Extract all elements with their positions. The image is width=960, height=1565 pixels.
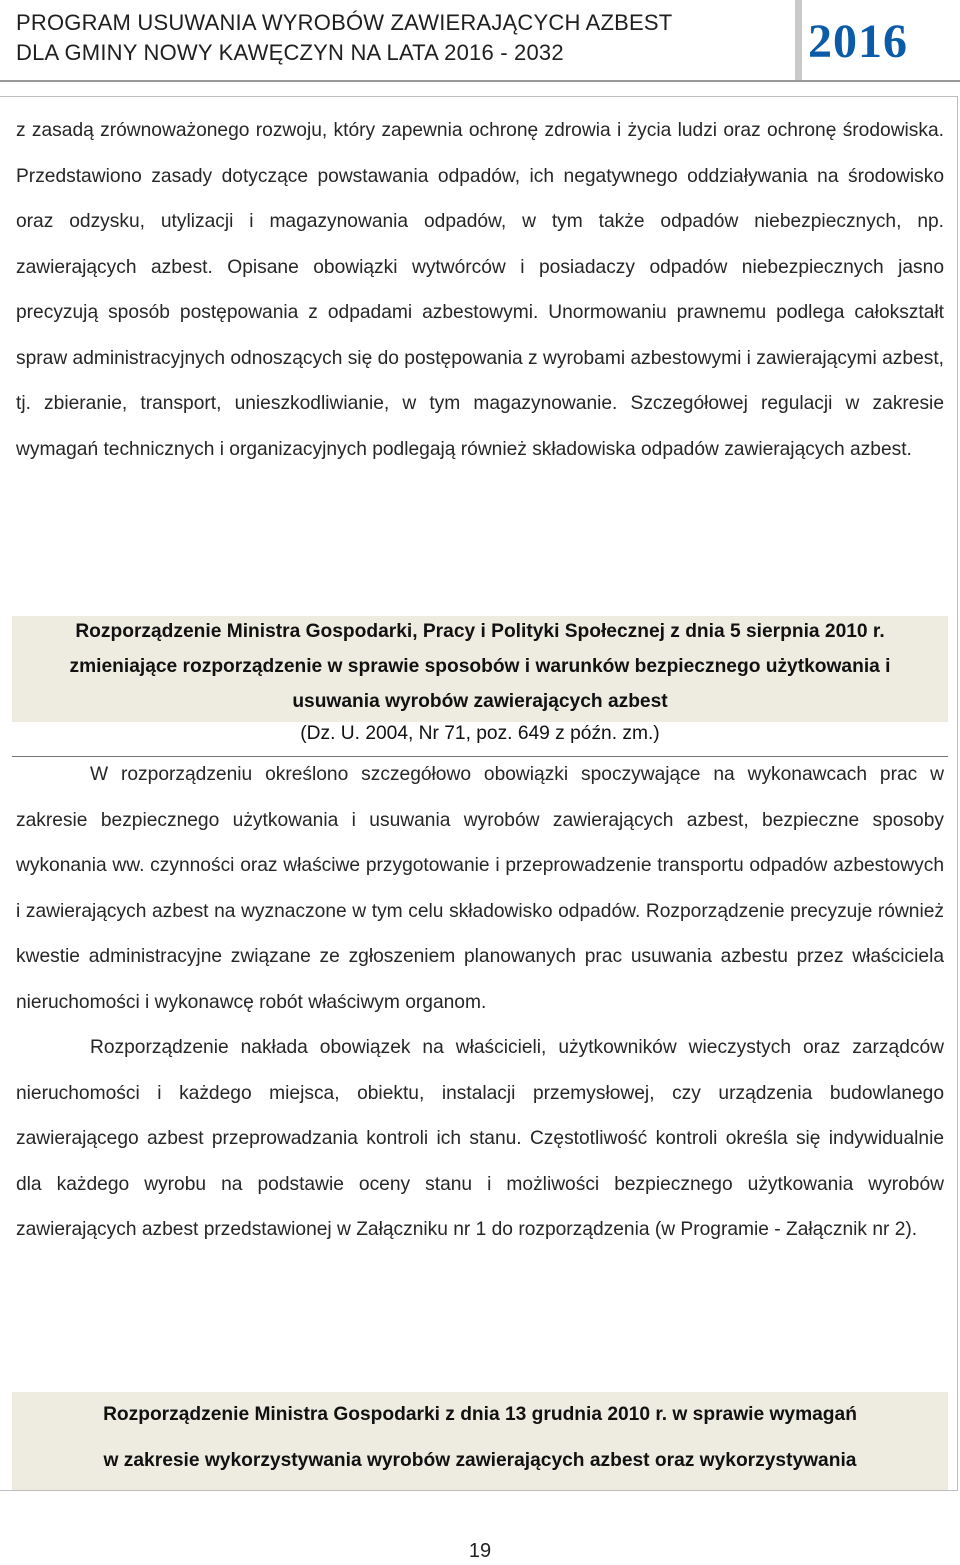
header-rule [0,80,960,82]
regulation-1-title-line-2: zmieniające rozporządzenie w sprawie sposobów i warunków bezpiecznego użytkowania i [69,656,891,677]
regulation-1-title-line-1: Rozporządzenie Ministra Gospodarki, Pracy i Polityki Społecznej z dnia 5 sierpnia 2010 r. [75,621,885,642]
regulation-1-title-line-3: usuwania wyrobów zawierających azbest [292,691,668,712]
header-title-block [0,0,795,80]
header-separator [795,0,802,80]
intro-paragraph: z zasadą zrównoważonego rozwoju, który zapewnia ochronę zdrowia i życia ludzi oraz ochronę środowiska. Przedstawiono zasady dotyczące powstawania odpadów, ich negatywnego oddziaływania na środowisko oraz odzysku, utylizacji i magazynowania odpadów, w tym także odpadów niebezpiecznych, np. zawierających azbest. Opisane obowiązki wytwórców i posiadaczy odpadów niebezpiecznych jasno precyzują sposób postępowania z odpadami azbestowymi. Unormowaniu prawnemu podlega całokształt spraw administracyjnych odnoszących się do postępowania z wyrobami azbestowymi i zawierającymi azbest, tj. zbieranie, transport, unieszkodliwianie, w tym magazynowanie. Szczegółowej regulacji w zakresie wymagań technicznych i organizacyjnych podlegają również składowiska odpadów zawierających azbest. [16,120,944,460]
regulation-1-paragraph-2: Rozporządzenie nakłada obowiązek na właścicieli, użytkowników wieczystych oraz zarządców nieruchomości i każdego miejsca, obiektu, instalacji przemysłowej, czy urządzenia budowlanego zawierającego azbest przeprowadzania kontroli ich stanu. Częstotliwość kontroli określa się indywidualnie dla każdego wyrobu na podstawie oceny stanu i możliwości bezpiecznego użytkowania wyrobów zawierających azbest przedstawionej w Załączniku nr 1 do rozporządzenia (w Programie - Załącznik nr 2). [16,1037,944,1240]
regulation-1-body [16,752,944,1253]
regulation-2-title-line-1: Rozporządzenie Ministra Gospodarki z dnia 13 grudnia 2010 r. w sprawie wymagań [103,1404,857,1425]
regulation-1-paragraph-1: W rozporządzeniu określono szczegółowo obowiązki spoczywające na wykonawcach prac w zakresie bezpiecznego użytkowania i usuwania wyrobów zawierających azbest, bezpieczne sposoby wykonania ww. czynności oraz właściwe przygotowanie i przeprowadzenie transportu odpadów azbestowych i zawierających azbest na wyznaczone w tym celu składowisko odpadów. Rozporządzenie precyzuje również kwestie administracyjne związane ze zgłoszeniem planowanych prac usuwania azbestu przez właściciela nieruchomości i wykonawcę robót właściwym organom. [16,764,944,1013]
page-number: 19 [468,1540,492,1562]
header-title-line-2: DLA GMINY NOWY KAWĘCZYN NA LATA 2016 - 2032 [16,40,564,65]
header-title-line-1: PROGRAM USUWANIA WYROBÓW ZAWIERAJĄCYCH AZBEST [16,10,673,35]
regulation-1-heading [16,614,944,749]
regulation-1-reference: (Dz. U. 2004, Nr 71, poz. 649 z późn. zm.) [300,723,660,744]
page-header [0,0,960,82]
document-body [16,108,944,472]
page-frame-bottom [0,1490,958,1491]
page-frame-top [0,96,958,97]
regulation-2-title-line-2: w zakresie wykorzystywania wyrobów zawierających azbest oraz wykorzystywania [103,1449,857,1471]
regulation-2-heading [16,1392,944,1483]
header-year: 2016 [808,15,908,68]
page-frame-right [957,96,958,1491]
